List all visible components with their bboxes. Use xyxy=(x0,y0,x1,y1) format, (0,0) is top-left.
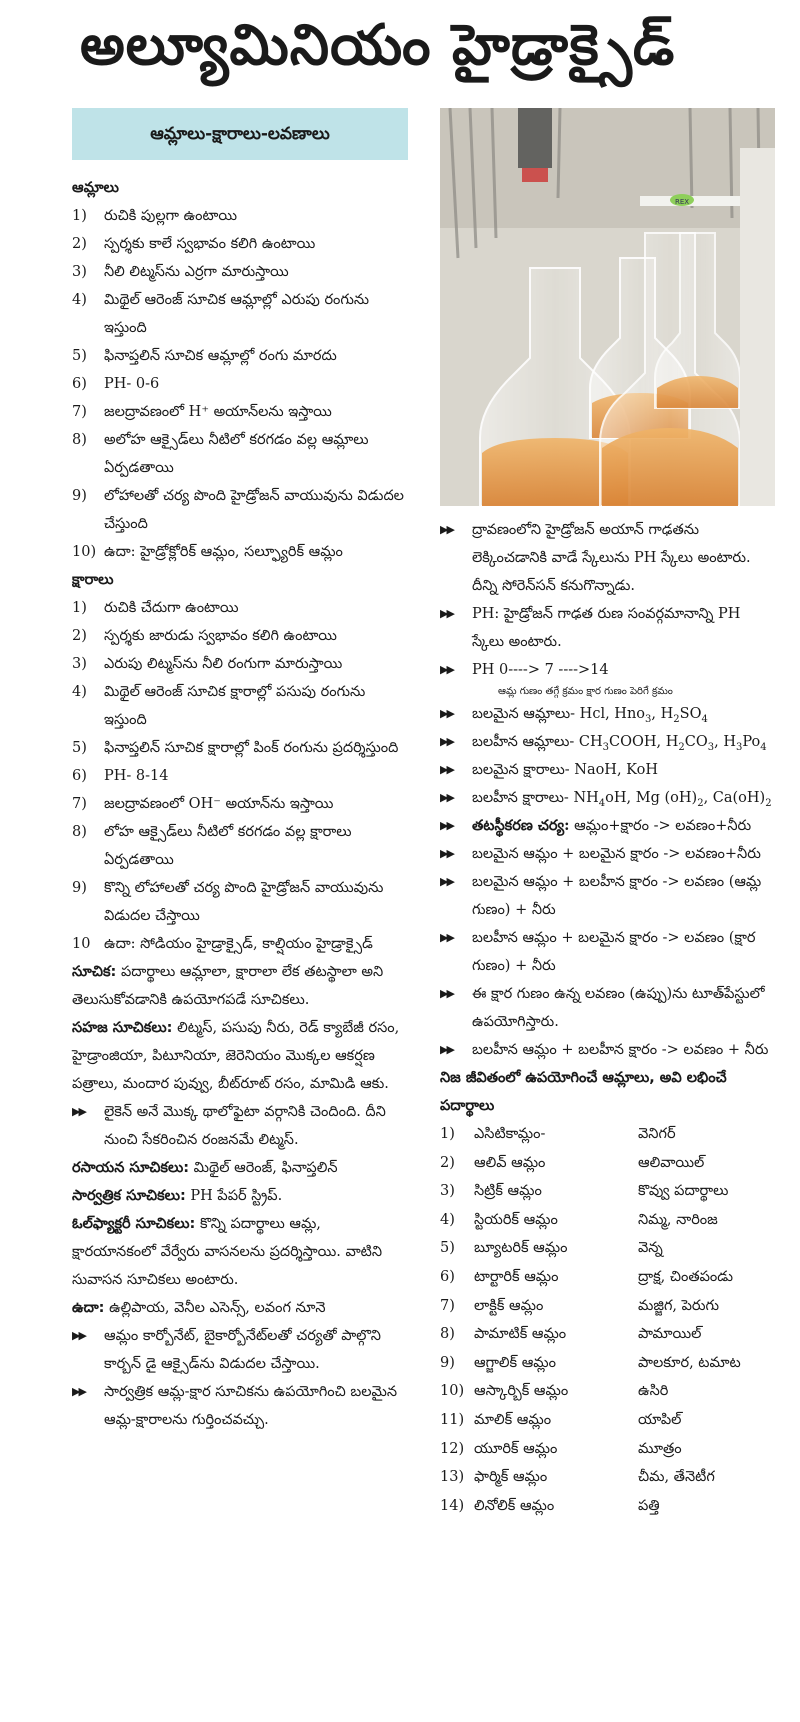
row-number: 5) xyxy=(440,1240,455,1257)
table-row xyxy=(440,1435,775,1464)
row-number: 2) xyxy=(440,1154,455,1171)
list-item xyxy=(72,286,408,342)
table-row xyxy=(440,1406,775,1435)
litmus-note-text: లైకెన్ అనే మొక్క థాలోఫైటా వర్గానికి చెందింది. దీని నుంచి సేకరించిన రంజనమే లిట్మస్. xyxy=(104,1104,386,1148)
strong-acids xyxy=(440,700,775,728)
ph-scale-caption: ఆమ్ల గుణం తగ్గే క్రమం క్షార గుణం పెరిగే క్రమం xyxy=(498,686,673,697)
item-number: 10 xyxy=(72,936,91,952)
strong-bases xyxy=(440,756,775,784)
olfactory-text: కొన్ని పదార్థాలు ఆమ్ల, క్షారయానకంలో వేర్వేరు వాసనలను ప్రదర్శిస్తాయి. వాటిని సువాసన సూచికలు అంటారు. xyxy=(72,1216,383,1288)
table-row xyxy=(440,1292,775,1321)
olfactory-example-label: ఉదా: xyxy=(72,1300,105,1316)
strong-bases-formula: NaoH, KoH xyxy=(574,762,658,778)
row-number: 10) xyxy=(440,1383,465,1400)
item-number: 8) xyxy=(72,432,87,448)
acid-source: పామాయిల్ xyxy=(638,1326,702,1343)
list-item xyxy=(72,398,408,426)
row-number: 12) xyxy=(440,1440,465,1457)
ph-definition-text: PH: హైడ్రోజన్ గాఢత రుణ సంవర్గమానాన్ని PH స్కేలు అంటారు. xyxy=(472,606,741,650)
list-item xyxy=(72,762,408,790)
row-number: 3) xyxy=(440,1183,455,1200)
reaction-item xyxy=(440,840,775,868)
arrow-bullet-icon: ▶▶ xyxy=(440,1043,453,1056)
list-item xyxy=(72,482,408,538)
ph-scale-definition xyxy=(440,516,775,600)
arrow-bullet-icon: ▶▶ xyxy=(440,931,453,944)
olfactory-example-text: ఉల్లిపాయ, వెనీల ఎసెన్స్, లవంగ నూనె xyxy=(109,1300,326,1316)
weak-acids xyxy=(440,728,775,756)
chemical-indicators-label: రసాయన సూచికలు: xyxy=(72,1160,190,1176)
arrow-bullet-icon: ▶▶ xyxy=(440,791,453,804)
acid-source: యాపిల్ xyxy=(638,1411,682,1428)
acid-source: ద్రాక్ష, చింతపండు xyxy=(638,1268,734,1285)
reaction-text: ఈ క్షార గుణం ఉన్న లవణం (ఉప్పు)ను టూత్‌పేస్టులో ఉపయోగిస్తారు. xyxy=(472,986,765,1030)
table-row xyxy=(440,1320,775,1349)
weak-bases-formula: oH, Mg (oH) xyxy=(605,790,698,806)
table-row xyxy=(440,1377,775,1406)
natural-indicators-label: సహజ సూచికలు: xyxy=(72,1020,173,1036)
uses-title: నిజ జీవితంలో ఉపయోగించే ఆమ్లాలు, అవి లభించే పదార్థాలు xyxy=(440,1070,727,1114)
acid-name: ఎసిటికామ్లం- xyxy=(474,1126,546,1142)
list-item xyxy=(72,790,408,818)
table-row xyxy=(440,1120,775,1149)
acid-source: వెనిగర్ xyxy=(638,1126,676,1142)
item-text: మిథైల్ ఆరెంజ్ సూచిక ఆమ్లాల్లో ఎరుపు రంగును ఇస్తుంది xyxy=(104,292,370,336)
strong-acids-label: బలమైన ఆమ్లాలు- xyxy=(472,706,576,722)
reaction-item xyxy=(440,924,775,980)
section-title: ఆమ్లాలు-క్షారాలు-లవణాలు xyxy=(72,108,408,160)
list-item xyxy=(72,370,408,398)
acid-source: నిమ్మ, నారింజ xyxy=(638,1211,718,1228)
weak-acids-formula: CH xyxy=(578,734,603,750)
table-row xyxy=(440,1492,775,1521)
weak-acids-formula: , H xyxy=(714,734,736,750)
acid-name: లాక్టిక్ ఆమ్లం xyxy=(474,1297,544,1314)
ph-scale-line: PH 0----> 7 ---->14 xyxy=(472,662,609,678)
row-number: 13) xyxy=(440,1469,465,1486)
ph-definition xyxy=(440,600,775,656)
row-number: 14) xyxy=(440,1497,465,1514)
neutralization-label: తటస్థీకరణ చర్య: xyxy=(472,817,570,834)
item-number: 7) xyxy=(72,796,87,812)
left-bullet-text: సార్వత్రిక ఆమ్ల-క్షార సూచికను ఉపయోగించి బలమైన ఆమ్ల-క్షారాలను గుర్తించవచ్చు. xyxy=(104,1384,398,1428)
subscript: 2 xyxy=(765,797,772,809)
item-text: మిథైల్ ఆరెంజ్ సూచిక క్షారాల్లో పసుపు రంగును ఇస్తుంది xyxy=(104,684,366,728)
item-number: 1) xyxy=(72,600,87,616)
row-number: 8) xyxy=(440,1326,455,1343)
indicator-text: పదార్థాలు ఆమ్లాలా, క్షారాలా లేక తటస్థాలా అని తెలుసుకోవడానికి ఉపయోగపడే సూచికలు. xyxy=(72,964,384,1008)
item-number: 10) xyxy=(72,544,97,560)
arrow-bullet-icon: ▶▶ xyxy=(72,1385,85,1398)
universal-indicator xyxy=(72,1182,408,1210)
neutralization-text xyxy=(472,812,775,840)
item-text: PH- 0-6 xyxy=(104,376,160,392)
universal-indicator-text: PH పేపర్ స్ట్రిప్. xyxy=(190,1188,283,1204)
acid-name: బ్యూటరిక్ ఆమ్లం xyxy=(474,1240,568,1257)
item-text: రుచికి చేదుగా ఉంటాయి xyxy=(104,600,239,616)
list-item xyxy=(72,538,408,566)
arrow-bullet-icon: ▶▶ xyxy=(440,607,453,620)
strong-acids-formula: SO xyxy=(679,706,702,722)
subscript: 2 xyxy=(673,713,680,725)
arrow-bullet-icon: ▶▶ xyxy=(440,847,453,860)
acid-name: ఆస్కార్బిక్ ఆమ్లం xyxy=(474,1383,569,1400)
uses-table xyxy=(440,1120,775,1520)
rex-label: REX xyxy=(675,198,690,206)
weak-acids-text xyxy=(472,728,775,756)
list-item xyxy=(72,874,408,930)
item-number: 5) xyxy=(72,348,87,364)
table-row xyxy=(440,1177,775,1206)
list-item xyxy=(72,426,408,482)
neutralization xyxy=(440,812,775,840)
left-column xyxy=(72,108,408,1434)
ph-scale xyxy=(440,656,775,684)
subscript: 4 xyxy=(701,713,708,725)
row-number: 1) xyxy=(440,1126,455,1142)
row-number: 9) xyxy=(440,1354,455,1371)
item-number: 4) xyxy=(72,292,87,308)
item-text: జలద్రావణంలో OH⁻ అయాన్‌ను ఇస్తాయి xyxy=(104,796,334,812)
table-row xyxy=(440,1206,775,1235)
reaction-text: బలహీన ఆమ్లం + బలహీన క్షారం -> లవణం + నీరు xyxy=(472,1042,769,1058)
olfactory-label: ఓల్‌ఫ్యాక్టరీ సూచికలు: xyxy=(72,1216,196,1232)
list-item xyxy=(72,258,408,286)
subscript: 3 xyxy=(645,713,652,725)
lab-flasks-illustration xyxy=(440,108,775,506)
item-number: 2) xyxy=(72,628,87,644)
item-number: 7) xyxy=(72,404,87,420)
row-number: 6) xyxy=(440,1268,455,1285)
arrow-bullet-icon: ▶▶ xyxy=(440,735,453,748)
list-item xyxy=(72,202,408,230)
strong-acids-formula: , H xyxy=(651,706,674,722)
item-number: 3) xyxy=(72,656,87,672)
table-row xyxy=(440,1149,775,1178)
table-row xyxy=(440,1349,775,1378)
arrow-bullet-icon: ▶▶ xyxy=(440,663,453,676)
arrow-bullet-icon: ▶▶ xyxy=(440,819,453,832)
acid-source: ఉసిరి xyxy=(638,1383,669,1400)
table-row xyxy=(440,1463,775,1492)
subscript: 2 xyxy=(678,741,685,753)
strong-acids-formula: Hcl, Hno xyxy=(579,706,646,722)
list-item xyxy=(72,930,408,958)
acid-source: మజ్జిగ, పెరుగు xyxy=(638,1297,720,1314)
weak-bases-formula: NH xyxy=(573,790,599,806)
chemical-indicators-text: మిథైల్ ఆరెంజ్, ఫినాప్తలిన్ xyxy=(193,1160,338,1176)
acids-heading: ఆమ్లాలు xyxy=(72,180,119,196)
subscript: 3 xyxy=(735,741,743,753)
item-text: PH- 8-14 xyxy=(104,768,169,784)
weak-bases-text xyxy=(472,784,775,812)
table-row xyxy=(440,1234,775,1263)
list-item xyxy=(72,678,408,734)
natural-indicators xyxy=(72,1014,408,1098)
arrow-bullet-icon: ▶▶ xyxy=(72,1105,85,1118)
item-text: అలోహ ఆక్సైడ్‌లు నీటిలో కరగడం వల్ల ఆమ్లాలు ఏర్పడతాయి xyxy=(104,432,369,476)
acid-name: సిట్రిక్ ఆమ్లం xyxy=(474,1183,542,1200)
arrow-bullet-icon: ▶▶ xyxy=(440,763,453,776)
item-number: 3) xyxy=(72,264,87,280)
item-text: ఉదా: సోడియం హైడ్రాక్సైడ్, కాల్షియం హైడ్రాక్సైడ్ xyxy=(104,936,373,952)
list-item xyxy=(72,622,408,650)
acid-source: పాలకూర, టమాట xyxy=(638,1354,741,1371)
olfactory-indicators xyxy=(72,1210,408,1294)
row-number: 7) xyxy=(440,1297,455,1314)
acid-name: పామాటిక్ ఆమ్లం xyxy=(474,1326,567,1343)
item-text: ఫినాప్తలిన్ సూచిక ఆమ్లాల్లో రంగు మారదు xyxy=(104,348,337,364)
reaction-text: బలహీన ఆమ్లం + బలమైన క్షారం -> లవణం (క్షార గుణం) + నీరు xyxy=(472,930,756,974)
strong-bases-text xyxy=(472,756,775,784)
list-item xyxy=(72,594,408,622)
item-number: 5) xyxy=(72,740,87,756)
reactions-list xyxy=(440,840,775,1064)
list-item xyxy=(72,230,408,258)
acid-source: వెన్న xyxy=(638,1240,663,1257)
item-text: ఎరుపు లిట్మస్‌ను నీలి రంగుగా మారుస్తాయి xyxy=(104,656,343,672)
reaction-item xyxy=(440,868,775,924)
acid-name: లినోలిక్ ఆమ్లం xyxy=(474,1497,555,1514)
item-text: లోహాలతో చర్య పొంది హైడ్రోజన్ వాయువును విడుదల చేస్తుంది xyxy=(104,488,404,532)
item-number: 4) xyxy=(72,684,87,700)
weak-bases-label: బలహీన క్షారాలు- xyxy=(472,790,569,806)
item-text: రుచికి పుల్లగా ఉంటాయి xyxy=(104,208,238,224)
acid-name: ఆగ్జాలిక్ ఆమ్లం xyxy=(474,1354,556,1371)
table-row xyxy=(440,1263,775,1292)
acid-source: మూత్రం xyxy=(638,1440,682,1457)
item-number: 2) xyxy=(72,236,87,252)
neutralization-equation: ఆమ్లం+క్షారం -> లవణం+నీరు xyxy=(574,818,752,834)
left-bullet-text: ఆమ్లం కార్బోనేట్, బైకార్బోనేట్‌లతో చర్యతో పాల్గొని కార్బన్ డై ఆక్సైడ్‌ను విడుదల చేస్తాయి. xyxy=(104,1328,381,1372)
strong-bases-label: బలమైన క్షారాలు- xyxy=(472,762,570,778)
left-bullet xyxy=(72,1378,408,1434)
item-number: 6) xyxy=(72,768,87,784)
subscript: 3 xyxy=(707,741,715,753)
list-item xyxy=(72,342,408,370)
acid-source: ఆలివాయిల్ xyxy=(638,1154,705,1171)
row-number: 11) xyxy=(440,1411,465,1428)
item-text: ఉదా: హైడ్రోక్లోరిక్ ఆమ్లం, సల్ఫ్యూరిక్ ఆమ్లం xyxy=(104,544,343,560)
subscript: 4 xyxy=(760,741,767,753)
weak-acids-label: బలహీన ఆమ్లాలు- xyxy=(472,734,575,750)
item-text: నీలి లిట్మస్‌ను ఎర్రగా మారుస్తాయి xyxy=(104,264,289,280)
acid-name: ఆలివ్ ఆమ్లం xyxy=(474,1154,546,1171)
item-number: 1) xyxy=(72,208,87,224)
reaction-item xyxy=(440,980,775,1036)
lab-flasks-photo xyxy=(440,108,775,506)
item-text: స్పర్శకు కాలే స్వభావం కలిగి ఉంటాయి xyxy=(104,236,316,252)
arrow-bullet-icon: ▶▶ xyxy=(72,1329,85,1342)
acid-source: పత్తి xyxy=(638,1497,660,1514)
item-text: లోహ ఆక్సైడ్‌లు నీటిలో కరగడం వల్ల క్షారాలు ఏర్పడతాయి xyxy=(104,824,352,868)
weak-acids-formula: Po xyxy=(742,734,761,750)
arrow-bullet-icon: ▶▶ xyxy=(440,523,453,536)
item-text: స్పర్శకు జారుడు స్వభావం కలిగి ఉంటాయి xyxy=(104,628,337,644)
list-item xyxy=(72,650,408,678)
acid-name: టార్టారిక్ ఆమ్లం xyxy=(474,1268,559,1285)
reaction-text: బలమైన ఆమ్లం + బలహీన క్షారం -> లవణం (ఆమ్ల గుణం) + నీరు xyxy=(472,874,762,918)
strong-acids-text xyxy=(472,700,775,728)
indicator-label: సూచిక: xyxy=(72,964,117,980)
subscript: 3 xyxy=(602,741,609,753)
item-text: ఫినాప్తలిన్ సూచిక క్షారాల్లో పింక్ రంగును ప్రదర్శిస్తుంది xyxy=(104,740,399,756)
weak-acids-formula: CO xyxy=(684,734,708,750)
item-number: 9) xyxy=(72,488,87,504)
bases-heading: క్షారాలు xyxy=(72,572,114,588)
litmus-note xyxy=(72,1098,408,1154)
acid-name: ఫార్మిక్ ఆమ్లం xyxy=(474,1469,548,1486)
item-number: 6) xyxy=(72,376,87,392)
row-number: 4) xyxy=(440,1211,455,1228)
acid-name: స్టియరిక్ ఆమ్లం xyxy=(474,1211,558,1228)
acid-source: చీమ, తేనెటీగ xyxy=(638,1469,715,1486)
acids-list xyxy=(72,202,408,566)
weak-acids-formula: COOH, H xyxy=(608,734,679,750)
acid-name: మాలిక్ ఆమ్లం xyxy=(474,1411,552,1428)
right-column xyxy=(440,108,775,1520)
chemical-indicators xyxy=(72,1154,408,1182)
subscript: 2 xyxy=(697,797,704,809)
arrow-bullet-icon: ▶▶ xyxy=(440,987,453,1000)
list-item xyxy=(72,734,408,762)
item-number: 9) xyxy=(72,880,87,896)
indicator-definition xyxy=(72,958,408,1014)
universal-indicator-label: సార్వత్రిక సూచికలు: xyxy=(72,1188,186,1204)
reaction-text: బలమైన ఆమ్లం + బలమైన క్షారం -> లవణం+నీరు xyxy=(472,846,761,862)
item-text: జలద్రావణంలో H⁺ అయాన్‌లను ఇస్తాయి xyxy=(104,404,332,420)
ph-scale-definition-text: ద్రావణంలోని హైడ్రోజన్ అయాన్ గాఢతను లెక్కించడానికి వాడే స్కేలును PH స్కేలు అంటారు. దీన్ని సోరెన్‌సన్ కనుగొన్నాడు. xyxy=(472,522,751,594)
arrow-bullet-icon: ▶▶ xyxy=(440,707,453,720)
item-text: కొన్ని లోహాలతో చర్య పొంది హైడ్రోజన్ వాయువును విడుదల చేస్తాయి xyxy=(104,880,384,924)
subscript: 4 xyxy=(598,797,606,809)
acid-source: కొవ్వు పదార్థాలు xyxy=(638,1183,729,1200)
left-bullet xyxy=(72,1322,408,1378)
list-item xyxy=(72,818,408,874)
bases-list xyxy=(72,594,408,958)
reaction-item xyxy=(440,1036,775,1064)
olfactory-example xyxy=(72,1294,408,1322)
item-number: 8) xyxy=(72,824,87,840)
natural-indicators-text: లిట్మస్, పసుపు నీరు, రెడ్ క్యాబేజీ రసం, హైడ్రాంజియా, పిటూనియా, జెరెనియం మొక్కల ఆకర్షణ పత్రాలు, మందార పువ్వు, బీట్‌రూట్ రసం, మామిడి ఆకు. xyxy=(72,1020,400,1092)
weak-bases xyxy=(440,784,775,812)
acid-name: యూరిక్ ఆమ్లం xyxy=(474,1440,558,1457)
page-headline: అల్యూమినియం హైడ్రాక్సైడ్ xyxy=(80,13,676,78)
weak-bases-formula: , Ca(oH) xyxy=(703,790,766,806)
arrow-bullet-icon: ▶▶ xyxy=(440,875,453,888)
